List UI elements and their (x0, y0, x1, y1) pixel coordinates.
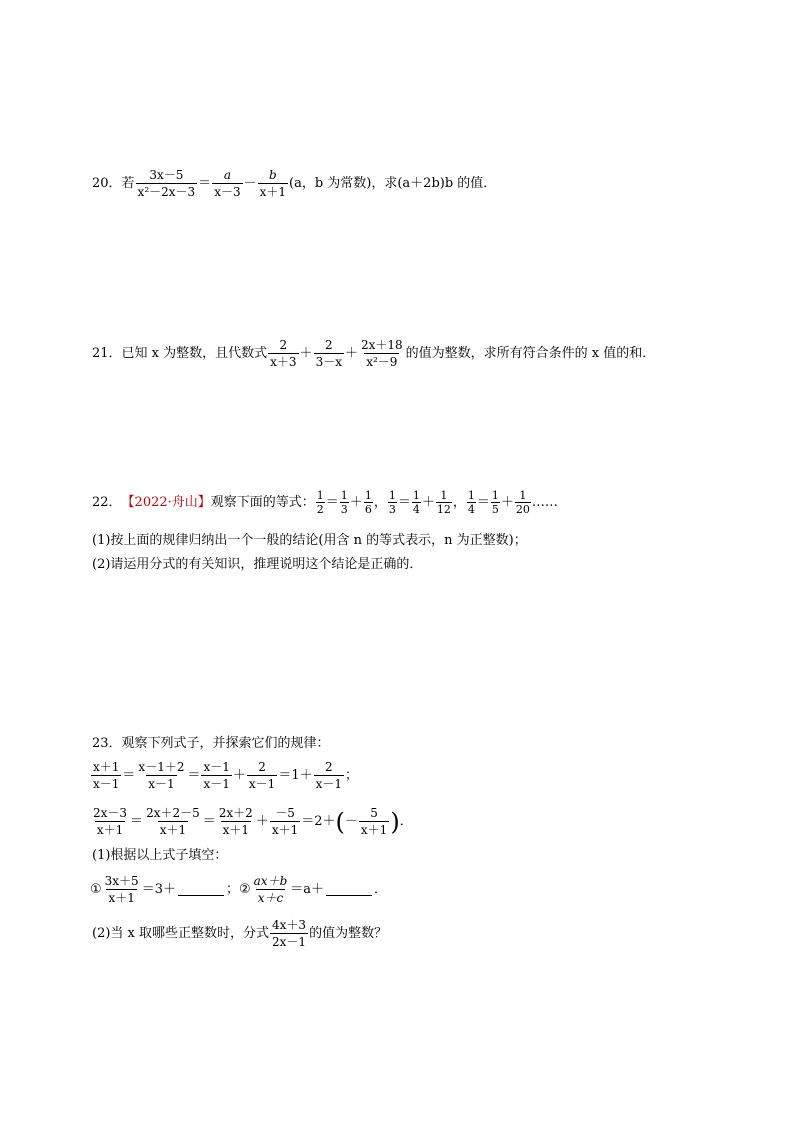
q22-eq2-lhs: $\frac{1}{3}$ (388, 489, 396, 516)
q22-source-tag: 【2022·舟山】 (121, 495, 211, 510)
q23-fill1-blank[interactable] (178, 883, 224, 896)
q20-label: 20．若 (92, 175, 135, 191)
q22-lead: 观察下面的等式： (210, 495, 315, 510)
question-20: 20．若 $\frac{3x-5}{\text{x²－2x－3}}$ ＝ $\frac{a}{x-3}$ － $\frac{b}{x+1}$ (a，b 为常数)，求(a＋2b)b 的值． (92, 168, 497, 199)
q20-fraction-1: $\frac{3x-5}{\text{x²－2x－3}}$ (137, 168, 196, 199)
q23-part-2: (2)当 x 取哪些正整数时，分式 $\frac{4x+3}{2x-1}$ 的值为整数？ (92, 918, 388, 949)
q22-eq1-term2: $\frac{1}{6}$ (364, 489, 372, 516)
q22-eq2-term2: $\frac{1}{12}$ (436, 489, 451, 516)
q23-fill2-fraction: $\frac{ax+b}{x+c}$ (253, 874, 288, 905)
q20-tail: (a，b 为常数)，求(a＋2b)b 的值． (289, 175, 497, 191)
q23-fill1-fraction: $\frac{3x+5}{x+1}$ (104, 874, 139, 905)
q20-fraction-3: $\frac{b}{x+1}$ (259, 168, 287, 199)
q23-example-row-2: $\frac{2x-3}{x+1}$ ＝ $\frac{2x+2-5}{x+1}$ ＝ $\frac{2x+2}{x+1}$ ＋ $\frac{-5}{x+1}$ ＝2＋ ( － $\frac{5}{x+1}$ ) ． (93, 806, 413, 837)
q21-label: 21．已知 x 为整数，且代数式 (92, 345, 268, 361)
q21-tail: 的值为整数，求所有符合条件的 x 值的和． (405, 345, 656, 361)
q22-eq3-term2: $\frac{1}{20}$ (515, 489, 530, 516)
q21-fraction-3: $\frac{2x+18}{\text{x²－9}}$ (360, 338, 403, 369)
question-23-intro: 23．观察下列式子，并探索它们的规律： (92, 736, 330, 751)
question-22: 22． 【2022·舟山】 观察下面的等式： $\frac{1}{2}$ ＝ $\frac{1}{3}$ ＋ $\frac{1}{6}$ ， $\frac{1}{3}$ ＝ $\frac{1}{4}$ ＋ $\frac{1}{12}$ ， $\frac{1}{4}$ ＝ $\frac{1}{5}$ ＋ $\frac{1}{20}$ …… (92, 489, 558, 516)
q22-ellipsis: …… (531, 495, 558, 510)
question-21: 21．已知 x 为整数，且代数式 $\frac{2}{x+3}$ ＋ $\frac{2}{3-x}$ ＋ $\frac{2x+18}{\text{x²－9}}$ 的值为整数，求所有符合条件的 x 值的和． (92, 338, 656, 369)
q23-part2-fraction: $\frac{4x+3}{2x-1}$ (272, 918, 307, 949)
q23-part-1: (1)根据以上式子填空： (92, 848, 228, 863)
q22-part-1: (1)按上面的规律归纳出一个一般的结论(用含 n 的等式表示，n 为正整数)； (92, 533, 527, 548)
q22-label: 22． (92, 495, 122, 510)
q22-eq3-lhs: $\frac{1}{4}$ (467, 489, 475, 516)
q22-eq1-term1: $\frac{1}{3}$ (340, 489, 348, 516)
q23-example-row-1: $\frac{x+1}{x-1}$ ＝ $\frac{x-1+2}{x-1}$ ＝ $\frac{x-1}{x-1}$ ＋ $\frac{2}{x-1}$ ＝1＋ $\frac{2}{x-1}$ ； (93, 760, 359, 791)
q20-fraction-2: $\frac{a}{x-3}$ (214, 168, 241, 199)
q23-fill2-blank[interactable] (326, 883, 372, 896)
q22-eq3-term1: $\frac{1}{5}$ (491, 489, 499, 516)
q22-eq1-lhs: $\frac{1}{2}$ (316, 489, 324, 516)
q21-fraction-1: $\frac{2}{x+3}$ (270, 338, 297, 369)
q21-fraction-2: $\frac{2}{3-x}$ (315, 338, 342, 369)
q22-part-2: (2)请运用分式的有关知识，推理说明这个结论是正确的． (92, 557, 423, 572)
q23-fill-blanks: ① $\frac{3x+5}{x+1}$ ＝3＋ ； ② $\frac{ax+b}{x+c}$ ＝a＋ ． (90, 874, 388, 905)
q22-eq2-term1: $\frac{1}{4}$ (412, 489, 420, 516)
